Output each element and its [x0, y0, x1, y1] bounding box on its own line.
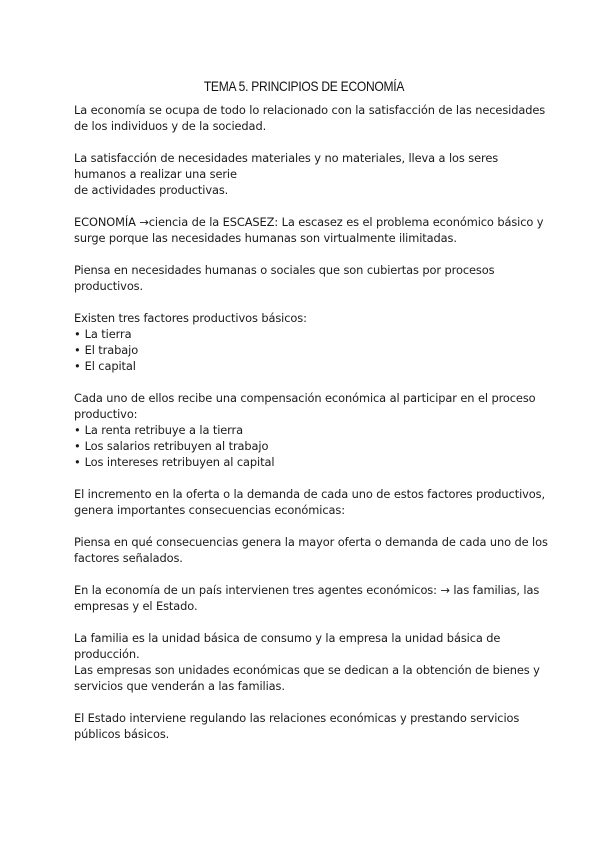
text-line: Piensa en qué consecuencias genera la mayor oferta o demanda de cada uno de los: [74, 535, 548, 549]
text-line: humanos a realizar una serie: [74, 167, 237, 181]
document-page: [74, 76, 548, 742]
paragraph-family-business: [74, 630, 540, 694]
list-item: • Los intereses retribuyen al capital: [74, 454, 534, 470]
document-title: TEMA 5. PRINCIPIOS DE ECONOMÍA: [203, 78, 405, 94]
text-line: Existen tres factores productivos básicos:: [74, 311, 307, 325]
text-line: surge porque las necesidades humanas son virtualmente ilimitadas.: [74, 231, 457, 245]
text-line: de actividades productivas.: [74, 183, 229, 197]
text-line: En la economía de un país intervienen tres agentes económicos: → las familias, las: [74, 583, 540, 597]
text-line: públicos básicos.: [74, 727, 170, 741]
text-line: La economía se ocupa de todo lo relacionado con la satisfacción de las necesidades: [74, 103, 546, 117]
text-line: productivos.: [74, 279, 144, 293]
text-line: producción.: [74, 647, 140, 661]
text-line: Cada uno de ellos recibe una compensación económica al participar en el proceso: [74, 391, 536, 405]
text-line: La familia es la unidad básica de consumo y la empresa la unidad básica de: [74, 631, 501, 645]
text-line: de los individuos y de la sociedad.: [74, 119, 267, 133]
paragraph-state: [74, 710, 534, 742]
list-item: • El capital: [74, 358, 534, 374]
text-line: empresas y el Estado.: [74, 599, 198, 613]
paragraph-agents: [74, 582, 540, 614]
paragraph-needs-satisfaction: [74, 150, 534, 198]
text-line: factores señalados.: [74, 551, 183, 565]
list-item: • La renta retribuye a la tierra: [74, 422, 534, 438]
text-line: La satisfacción de necesidades materiales y no materiales, lleva a los seres: [74, 151, 499, 165]
list-item: • La tierra: [74, 326, 534, 342]
text-line: productivo:: [74, 407, 138, 421]
text-line: El Estado interviene regulando las relaciones económicas y prestando servicios: [74, 711, 520, 725]
text-line: El incremento en la oferta o la demanda de cada uno de estos factores productivos,: [74, 487, 545, 501]
paragraph-factors: [74, 310, 534, 374]
text-line: Las empresas son unidades económicas que se dedican a la obtención de bienes y: [74, 663, 540, 677]
paragraph-think-needs: [74, 262, 534, 294]
paragraph-supply-demand: [74, 486, 545, 518]
list-item: • Los salarios retribuyen al trabajo: [74, 438, 534, 454]
paragraph-scarcity: [74, 214, 544, 246]
text-line: genera importantes consecuencias económicas:: [74, 503, 345, 517]
paragraph-compensation: [74, 390, 534, 470]
paragraph-think-consequences: [74, 534, 548, 566]
paragraph-economy-definition: [74, 102, 546, 134]
list-item: • El trabajo: [74, 342, 534, 358]
text-line: ECONOMÍA →ciencia de la ESCASEZ: La escasez es el problema económico básico y: [74, 215, 544, 229]
text-line: servicios que venderán a las familias.: [74, 679, 285, 693]
text-line: Piensa en necesidades humanas o sociales que son cubiertas por procesos: [74, 263, 495, 277]
